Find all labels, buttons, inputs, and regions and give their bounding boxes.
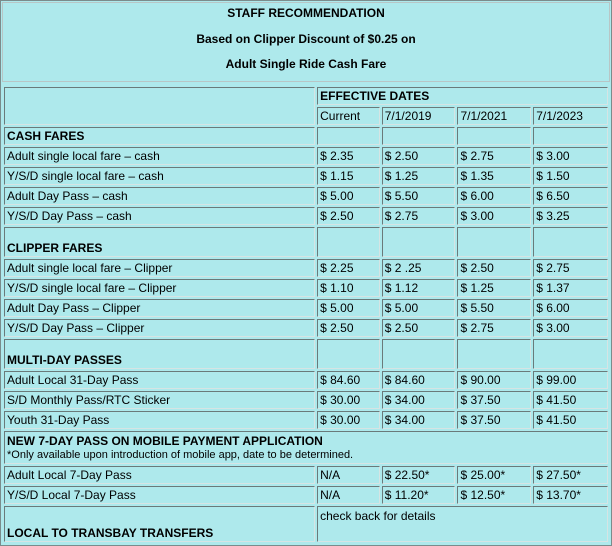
- fare-value: $ 11.20*: [382, 486, 456, 504]
- table-row: [4, 411, 608, 429]
- fare-value: $ 2.75: [457, 319, 531, 337]
- title-staff-recommendation: STAFF RECOMMENDATION: [227, 6, 385, 20]
- effective-dates-label: EFFECTIVE DATES: [317, 87, 608, 105]
- table-row: [4, 207, 608, 225]
- fare-value: $ 5.50: [382, 187, 456, 205]
- column-header: Current: [317, 107, 380, 125]
- fare-value: $ 5.00: [317, 299, 380, 317]
- fare-value: $ 1.50: [533, 167, 608, 185]
- fare-value: $ 3.00: [533, 147, 608, 165]
- row-label: Adult single local fare – Clipper: [4, 259, 315, 277]
- row-label: Adult single local fare – cash: [4, 147, 315, 165]
- transbay-details-value: check back for details: [317, 506, 608, 542]
- fare-value: $ 90.00: [457, 371, 531, 389]
- fare-value: $ 37.50: [457, 411, 531, 429]
- fare-value: $ 3.25: [533, 207, 608, 225]
- row-label: Y/S/D single local fare – Clipper: [4, 279, 315, 297]
- effective-dates-row: [4, 87, 608, 105]
- table-row: [4, 167, 608, 185]
- column-header: 7/1/2019: [382, 107, 456, 125]
- section-title-cash: CASH FARES: [4, 127, 315, 145]
- fare-value: $ 22.50*: [382, 466, 456, 484]
- table-header: [2, 2, 610, 82]
- fare-value: $ 2.75: [533, 259, 608, 277]
- column-header: 7/1/2023: [533, 107, 608, 125]
- section-header-row: [4, 431, 608, 464]
- fare-value: $ 1.25: [457, 279, 531, 297]
- fare-value: $ 5.00: [382, 299, 456, 317]
- table-row: [4, 319, 608, 337]
- section-note-mobile: *Only available upon introduction of mobile app, date to be determined.: [7, 449, 354, 461]
- section-mobile-header: [4, 431, 608, 464]
- row-label: S/D Monthly Pass/RTC Sticker: [4, 391, 315, 409]
- table-row: [4, 259, 608, 277]
- fare-value: $ 13.70*: [533, 486, 608, 504]
- fare-value: N/A: [317, 466, 380, 484]
- fare-value: $ 1.10: [317, 279, 380, 297]
- row-label: Adult Day Pass – cash: [4, 187, 315, 205]
- row-label: Y/S/D Local 7-Day Pass: [4, 486, 315, 504]
- table-row: [4, 371, 608, 389]
- fare-value: N/A: [317, 486, 380, 504]
- section-header-row: [4, 339, 608, 369]
- fare-value: $ 1.25: [382, 167, 456, 185]
- fare-value: $ 6.00: [457, 187, 531, 205]
- section-header-row: [4, 227, 608, 257]
- row-label: Youth 31-Day Pass: [4, 411, 315, 429]
- fare-value: $ 30.00: [317, 411, 380, 429]
- section-title-mobile: NEW 7-DAY PASS ON MOBILE PAYMENT APPLICATION: [7, 434, 323, 448]
- section-header-row: [4, 506, 608, 542]
- fare-value: $ 12.50*: [457, 486, 531, 504]
- fare-value: $ 25.00*: [457, 466, 531, 484]
- fare-value: $ 2.25: [317, 259, 380, 277]
- table-row: [4, 299, 608, 317]
- fare-value: $ 27.50*: [533, 466, 608, 484]
- empty-header-cell: [4, 87, 315, 125]
- fare-table: [2, 85, 610, 544]
- title-discount-basis: Based on Clipper Discount of $0.25 on: [196, 32, 416, 46]
- fare-value: $ 34.00: [382, 411, 456, 429]
- table-row: [4, 279, 608, 297]
- fare-value: $ 1.37: [533, 279, 608, 297]
- table-row: [4, 391, 608, 409]
- fare-value: $ 34.00: [382, 391, 456, 409]
- row-label: Y/S/D Day Pass – cash: [4, 207, 315, 225]
- fare-value: $ 1.12: [382, 279, 456, 297]
- fare-value: $ 41.50: [533, 411, 608, 429]
- fare-value: $ 2.50: [317, 319, 380, 337]
- fare-value: $ 2.35: [317, 147, 380, 165]
- row-label: Adult Local 7-Day Pass: [4, 466, 315, 484]
- title-fare-type: Adult Single Ride Cash Fare: [225, 57, 387, 71]
- fare-value: $ 3.00: [457, 207, 531, 225]
- section-title-clipper: CLIPPER FARES: [4, 227, 315, 257]
- fare-value: $ 99.00: [533, 371, 608, 389]
- fare-value: $ 6.00: [533, 299, 608, 317]
- fare-value: $ 3.00: [533, 319, 608, 337]
- fare-value: $ 84.60: [317, 371, 380, 389]
- table-row: [4, 486, 608, 504]
- section-header-row: [4, 127, 608, 145]
- table-row: [4, 187, 608, 205]
- fare-value: $ 2.50: [382, 147, 456, 165]
- row-label: Y/S/D Day Pass – Clipper: [4, 319, 315, 337]
- fare-value: $ 2.75: [382, 207, 456, 225]
- fare-value: $ 5.00: [317, 187, 380, 205]
- fare-value: $ 30.00: [317, 391, 380, 409]
- column-header: 7/1/2021: [457, 107, 531, 125]
- fare-value: $ 5.50: [457, 299, 531, 317]
- fare-value: $ 41.50: [533, 391, 608, 409]
- section-title-transbay: LOCAL TO TRANSBAY TRANSFERS: [4, 506, 315, 542]
- fare-value: $ 37.50: [457, 391, 531, 409]
- table-row: [4, 147, 608, 165]
- fare-value: $ 2.50: [317, 207, 380, 225]
- fare-value: $ 84.60: [382, 371, 456, 389]
- row-label: Adult Day Pass – Clipper: [4, 299, 315, 317]
- fare-value: $ 1.35: [457, 167, 531, 185]
- fare-value: $ 1.15: [317, 167, 380, 185]
- fare-value: $ 6.50: [533, 187, 608, 205]
- row-label: Adult Local 31-Day Pass: [4, 371, 315, 389]
- fare-value: $ 2.50: [382, 319, 456, 337]
- section-title-multiday: MULTI-DAY PASSES: [4, 339, 315, 369]
- fare-value: $ 2.50: [457, 259, 531, 277]
- row-label: Y/S/D single local fare – cash: [4, 167, 315, 185]
- table-row: [4, 466, 608, 484]
- fare-value: $ 2 .25: [382, 259, 456, 277]
- fare-value: $ 2.75: [457, 147, 531, 165]
